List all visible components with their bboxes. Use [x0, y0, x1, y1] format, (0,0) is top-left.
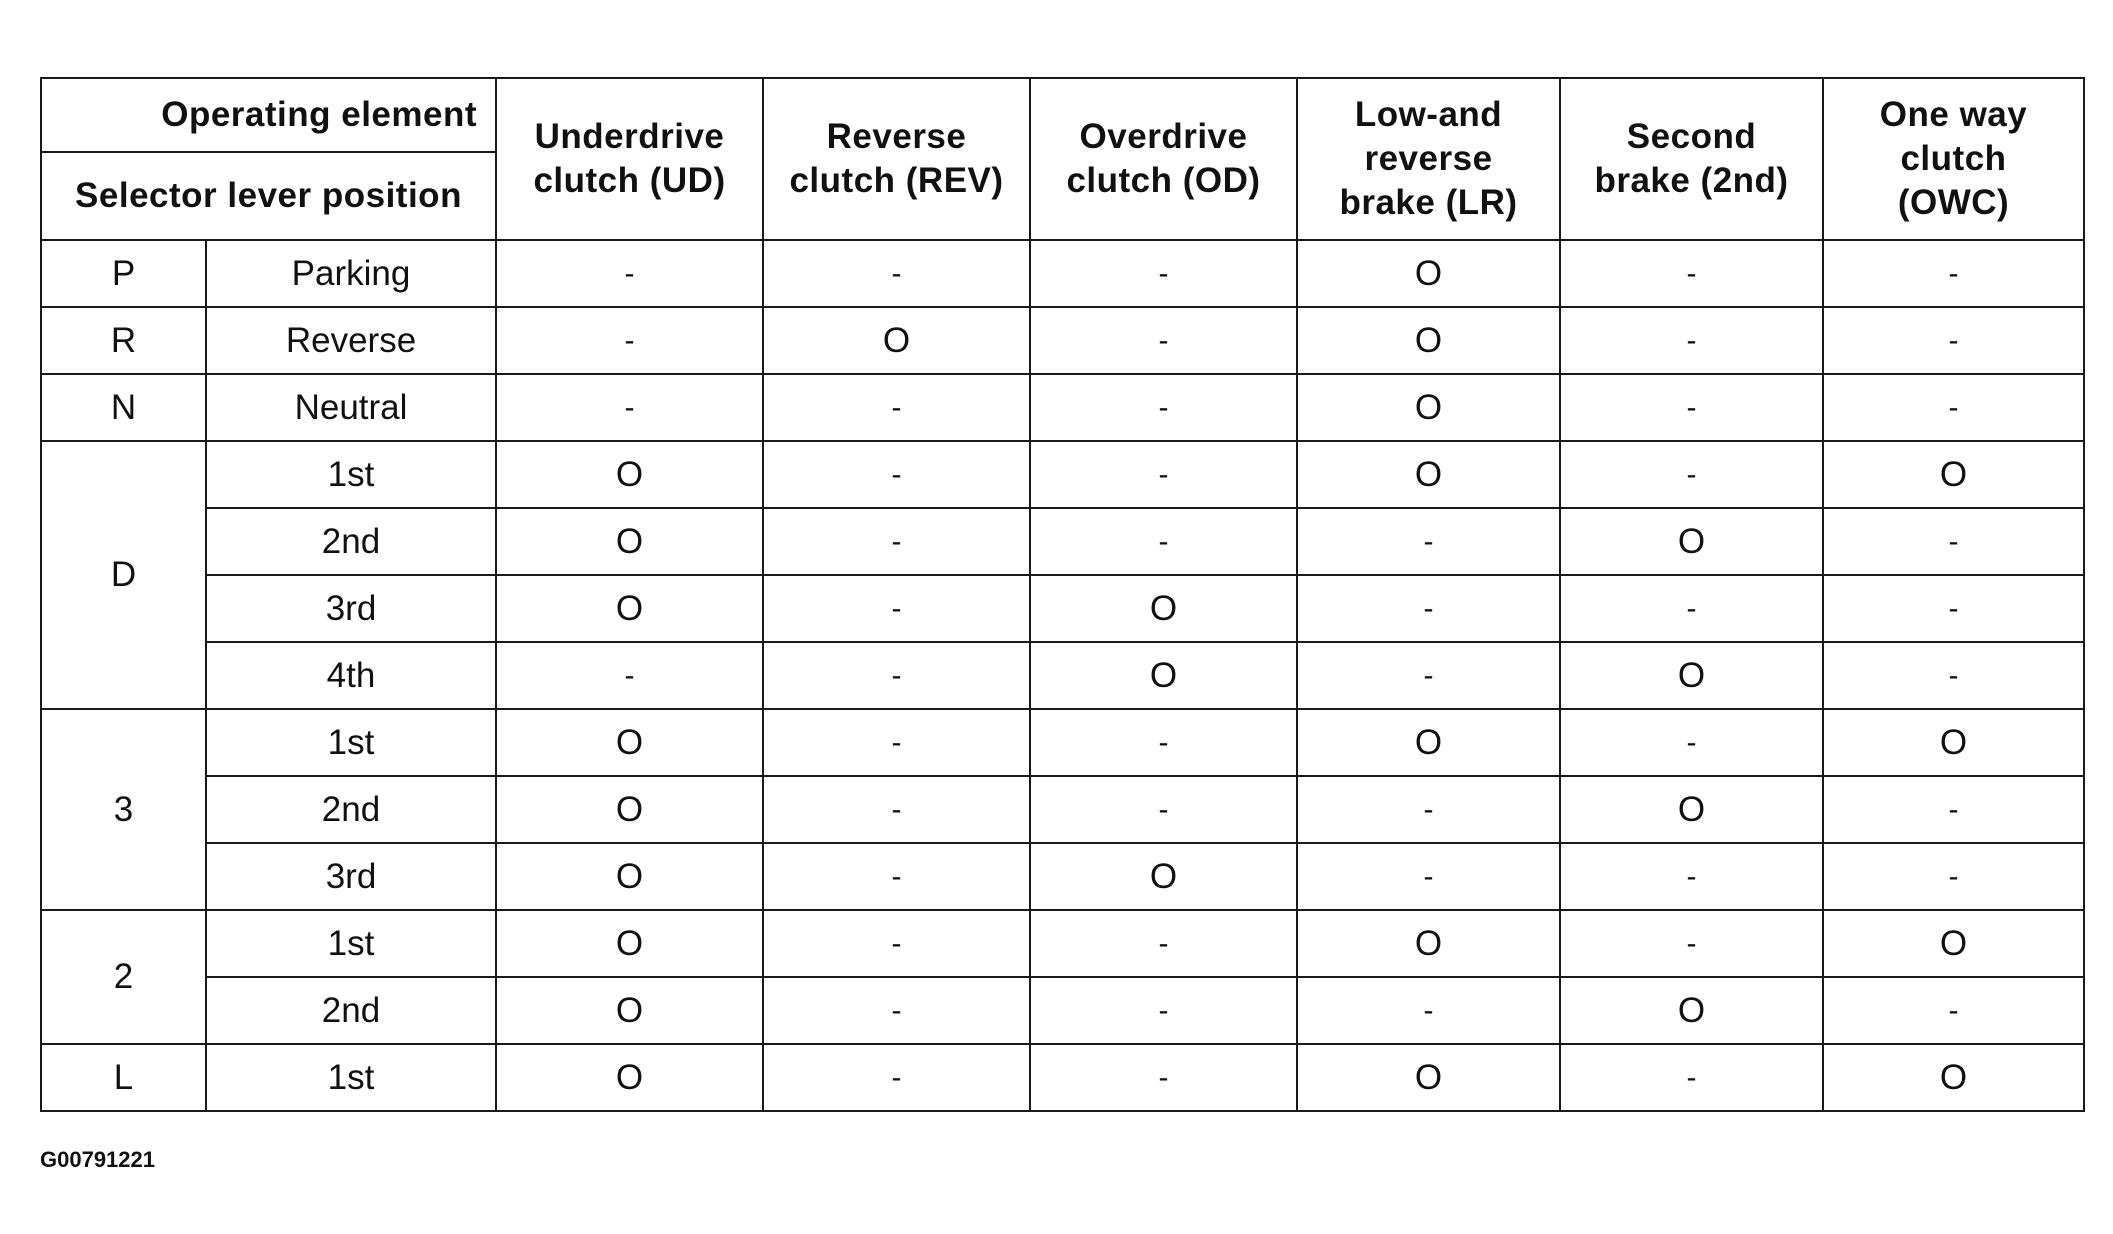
not-engaged-mark: -	[763, 1044, 1030, 1111]
engaged-mark: O	[496, 843, 763, 910]
operating-element-header: Operating element	[41, 78, 496, 152]
engaged-mark: O	[1823, 709, 2084, 776]
table-row	[41, 307, 2084, 374]
not-engaged-mark: -	[1823, 977, 2084, 1044]
not-engaged-mark: -	[496, 307, 763, 374]
not-engaged-mark: -	[1030, 240, 1297, 307]
column-header-line: Reverse	[826, 117, 967, 157]
table-row	[41, 374, 2084, 441]
not-engaged-mark: -	[1823, 575, 2084, 642]
not-engaged-mark: -	[1823, 508, 2084, 575]
not-engaged-mark: -	[1297, 575, 1560, 642]
engaged-mark: O	[1297, 910, 1560, 977]
engaged-mark: O	[1297, 441, 1560, 508]
not-engaged-mark: -	[1560, 1044, 1823, 1111]
not-engaged-mark: -	[763, 441, 1030, 508]
engaged-mark: O	[1560, 977, 1823, 1044]
selector-position-cell: N	[41, 374, 206, 441]
engaged-mark: O	[763, 307, 1030, 374]
not-engaged-mark: -	[763, 709, 1030, 776]
not-engaged-mark: -	[1030, 307, 1297, 374]
not-engaged-mark: -	[1030, 709, 1297, 776]
not-engaged-mark: -	[1030, 374, 1297, 441]
column-header-line: Underdrive	[534, 117, 725, 157]
column-header-line: clutch	[1900, 139, 2007, 179]
engaged-mark: O	[496, 910, 763, 977]
column-header-line: Overdrive	[1079, 117, 1248, 157]
not-engaged-mark: -	[496, 374, 763, 441]
engaged-mark: O	[1297, 374, 1560, 441]
not-engaged-mark: -	[1560, 307, 1823, 374]
not-engaged-mark: -	[1823, 307, 2084, 374]
not-engaged-mark: -	[1560, 843, 1823, 910]
engaged-mark: O	[496, 575, 763, 642]
not-engaged-mark: -	[763, 642, 1030, 709]
engaged-mark: O	[1823, 441, 2084, 508]
table-row	[41, 575, 2084, 642]
table-row	[41, 642, 2084, 709]
not-engaged-mark: -	[1823, 776, 2084, 843]
not-engaged-mark: -	[1560, 240, 1823, 307]
not-engaged-mark: -	[1823, 240, 2084, 307]
table-row	[41, 1044, 2084, 1111]
operating-element-table	[40, 77, 2085, 1112]
column-header-line: brake (LR)	[1339, 182, 1518, 222]
engaged-mark: O	[1297, 240, 1560, 307]
operating-element-table-wrapper	[40, 77, 2083, 1112]
not-engaged-mark: -	[496, 642, 763, 709]
gear-cell: 1st	[206, 441, 496, 508]
header-row-top	[41, 78, 2084, 152]
not-engaged-mark: -	[1297, 843, 1560, 910]
not-engaged-mark: -	[763, 508, 1030, 575]
not-engaged-mark: -	[1560, 910, 1823, 977]
not-engaged-mark: -	[1560, 575, 1823, 642]
not-engaged-mark: -	[496, 240, 763, 307]
not-engaged-mark: -	[1560, 374, 1823, 441]
figure-id: G00791221	[40, 1147, 155, 1172]
gear-cell: 3rd	[206, 843, 496, 910]
engaged-mark: O	[1823, 910, 2084, 977]
engaged-mark: O	[1560, 642, 1823, 709]
engaged-mark: O	[1030, 642, 1297, 709]
engaged-mark: O	[496, 709, 763, 776]
table-row	[41, 776, 2084, 843]
not-engaged-mark: -	[1823, 374, 2084, 441]
not-engaged-mark: -	[1560, 709, 1823, 776]
not-engaged-mark: -	[1030, 441, 1297, 508]
engaged-mark: O	[496, 441, 763, 508]
not-engaged-mark: -	[763, 240, 1030, 307]
gear-cell: 1st	[206, 910, 496, 977]
column-header-line: Low-and	[1354, 95, 1503, 135]
not-engaged-mark: -	[1297, 642, 1560, 709]
column-header-underdrive-clutch	[496, 78, 763, 240]
not-engaged-mark: -	[763, 910, 1030, 977]
column-header-one-way-clutch	[1823, 78, 2084, 240]
not-engaged-mark: -	[1297, 977, 1560, 1044]
column-header-low-and-reverse-brake	[1297, 78, 1560, 240]
column-header-reverse-clutch	[763, 78, 1030, 240]
selector-position-cell: R	[41, 307, 206, 374]
not-engaged-mark: -	[1560, 441, 1823, 508]
not-engaged-mark: -	[763, 843, 1030, 910]
column-header-line: reverse	[1364, 139, 1493, 179]
engaged-mark: O	[1030, 575, 1297, 642]
table-row	[41, 709, 2084, 776]
gear-cell: 3rd	[206, 575, 496, 642]
selector-position-cell: D	[41, 441, 206, 709]
gear-cell: Neutral	[206, 374, 496, 441]
not-engaged-mark: -	[1030, 977, 1297, 1044]
column-header-line: clutch (REV)	[789, 161, 1004, 200]
selector-lever-position-header: Selector lever position	[41, 152, 496, 240]
selector-position-cell: 3	[41, 709, 206, 910]
table-row	[41, 240, 2084, 307]
not-engaged-mark: -	[763, 776, 1030, 843]
table-row	[41, 910, 2084, 977]
not-engaged-mark: -	[1030, 910, 1297, 977]
gear-cell: 2nd	[206, 977, 496, 1044]
table-row	[41, 843, 2084, 910]
engaged-mark: O	[496, 776, 763, 843]
gear-cell: 4th	[206, 642, 496, 709]
engaged-mark: O	[1297, 709, 1560, 776]
not-engaged-mark: -	[1823, 843, 2084, 910]
not-engaged-mark: -	[1823, 642, 2084, 709]
column-header-line: (OWC)	[1897, 182, 2010, 222]
table-body	[41, 240, 2084, 1111]
not-engaged-mark: -	[763, 374, 1030, 441]
gear-cell: 2nd	[206, 508, 496, 575]
not-engaged-mark: -	[763, 977, 1030, 1044]
column-header-line: One way	[1879, 95, 2028, 135]
engaged-mark: O	[1297, 307, 1560, 374]
engaged-mark: O	[1030, 843, 1297, 910]
engaged-mark: O	[496, 508, 763, 575]
column-header-second-brake	[1560, 78, 1823, 240]
not-engaged-mark: -	[1297, 508, 1560, 575]
column-header-line: brake (2nd)	[1594, 161, 1789, 200]
gear-cell: Parking	[206, 240, 496, 307]
table-row	[41, 508, 2084, 575]
engaged-mark: O	[496, 1044, 763, 1111]
gear-cell: 1st	[206, 709, 496, 776]
gear-cell: 1st	[206, 1044, 496, 1111]
engaged-mark: O	[1297, 1044, 1560, 1111]
table-row	[41, 441, 2084, 508]
not-engaged-mark: -	[763, 575, 1030, 642]
gear-cell: 2nd	[206, 776, 496, 843]
selector-position-cell: P	[41, 240, 206, 307]
table-row	[41, 977, 2084, 1044]
not-engaged-mark: -	[1297, 776, 1560, 843]
engaged-mark: O	[496, 977, 763, 1044]
gear-cell: Reverse	[206, 307, 496, 374]
engaged-mark: O	[1560, 776, 1823, 843]
not-engaged-mark: -	[1030, 1044, 1297, 1111]
selector-position-cell: 2	[41, 910, 206, 1044]
engaged-mark: O	[1823, 1044, 2084, 1111]
column-header-line: clutch (UD)	[533, 161, 726, 200]
column-header-line: Second	[1626, 117, 1757, 157]
selector-position-cell: L	[41, 1044, 206, 1111]
column-header-line: clutch (OD)	[1066, 161, 1261, 200]
not-engaged-mark: -	[1030, 508, 1297, 575]
engaged-mark: O	[1560, 508, 1823, 575]
column-header-overdrive-clutch	[1030, 78, 1297, 240]
not-engaged-mark: -	[1030, 776, 1297, 843]
